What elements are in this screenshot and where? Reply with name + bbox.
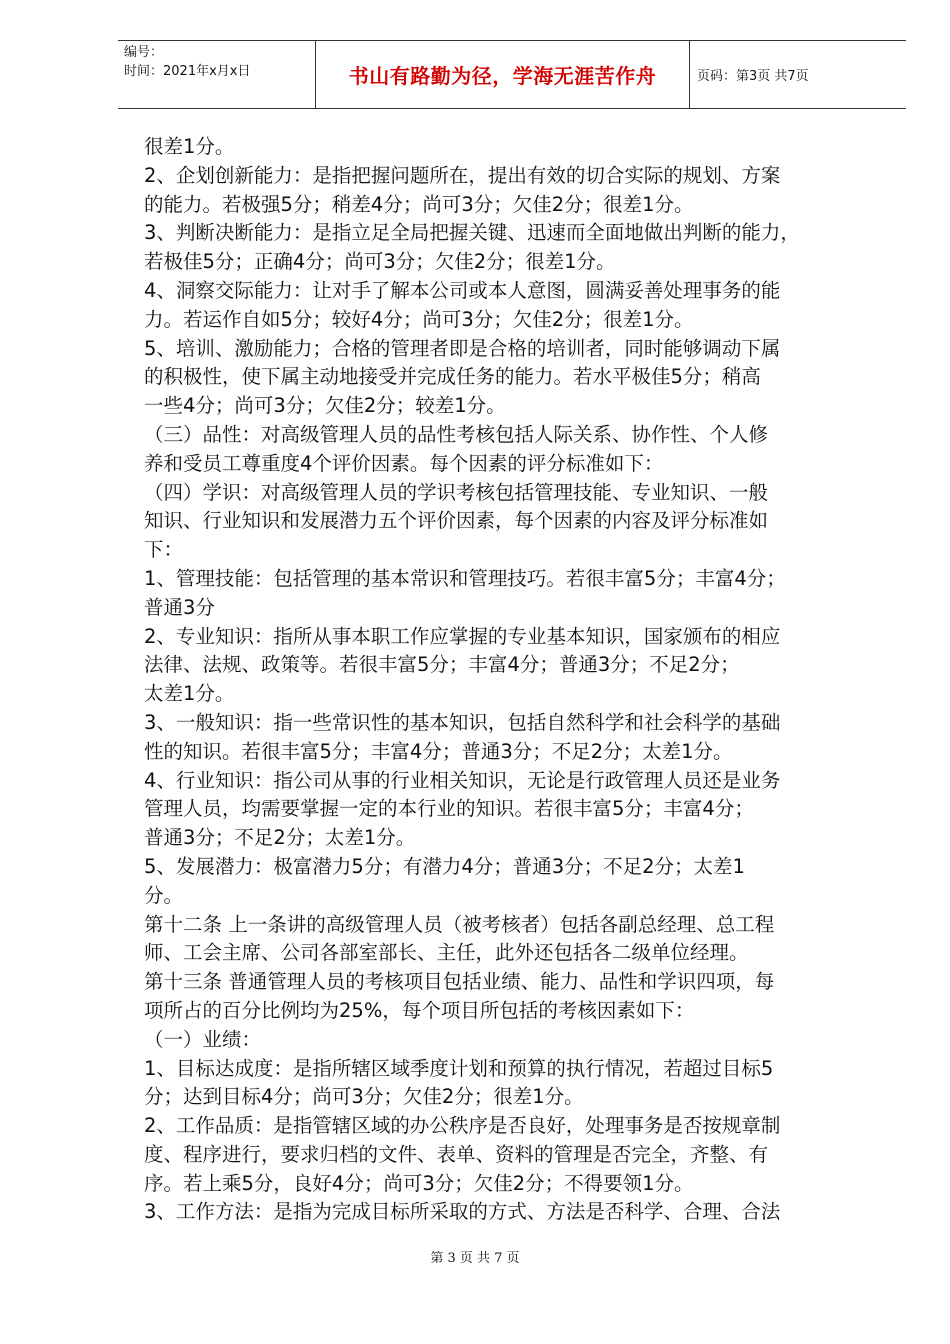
page-footer: 第 3 页 共 7 页 (430, 1251, 520, 1266)
document-number-label: 编号： (124, 45, 164, 60)
text-line: 4、行业知识：指公司从事的行业相关知识，无论是行政管理人员还是业务 (144, 768, 781, 792)
text-line: 普通3分 (144, 595, 215, 619)
text-line: 知识、行业知识和发展潜力五个评价因素，每个因素的内容及评分标准如 (144, 509, 769, 533)
text-line: 2、专业知识：指所从事本职工作应掌握的专业基本知识，国家颁布的相应 (144, 624, 781, 648)
text-line: 3、判断决断能力：是指立足全局把握关键、迅速而全面地做出判断的能力， (144, 221, 800, 245)
text-line: 下： (144, 538, 184, 562)
text-line: 3、工作方法：是指为完成目标所采取的方式、方法是否科学、合理、合法 (144, 1200, 781, 1224)
text-line: 2、工作品质：是指管辖区域的办公秩序是否良好，处理事务是否按规章制 (144, 1114, 781, 1138)
document-time-label: 时间：2021年x月x日 (124, 64, 251, 79)
text-line: 4、洞察交际能力：让对手了解本公司或本人意图，圆满妥善处理事务的能 (144, 278, 781, 302)
text-line: 3、一般知识：指一些常识性的基本知识，包括自然科学和社会科学的基础 (144, 710, 781, 734)
text-line: （一）业绩： (144, 1027, 262, 1051)
text-line: 师、工会主席、公司各部室部长、主任，此外还包括各二级单位经理。 (144, 941, 749, 965)
text-line: （三）品性：对高级管理人员的品性考核包括人际关系、协作性、个人修 (144, 422, 769, 446)
header-page-info: 页码：第3页 共7页 (697, 69, 809, 84)
text-line: 若极佳5分；正确4分；尚可3分；欠佳2分；很差1分。 (144, 250, 616, 274)
header-meta (118, 41, 316, 108)
text-line: 的积极性，使下属主动地接受并完成任务的能力。若水平极佳5分；稍高 (144, 365, 761, 389)
document-body (144, 133, 884, 1227)
page-header (118, 40, 906, 109)
text-line: 普通3分；不足2分；太差1分。 (144, 826, 416, 850)
text-line: 性的知识。若很丰富5分；丰富4分；普通3分；不足2分；太差1分。 (144, 739, 733, 763)
text-line: 分；达到目标4分；尚可3分；欠佳2分；很差1分。 (144, 1085, 584, 1109)
text-line: 度、程序进行，要求归档的文件、表单、资料的管理是否完全，齐整、有 (144, 1142, 769, 1166)
text-line: 管理人员，均需要掌握一定的本行业的知识。若很丰富5分；丰富4分； (144, 797, 754, 821)
text-line: （四）学识：对高级管理人员的学识考核包括管理技能、专业知识、一般 (144, 480, 769, 504)
text-line: 很差1分。 (144, 135, 235, 158)
text-line: 养和受员工尊重度4个评价因素。每个因素的评分标准如下： (144, 451, 664, 475)
text-line: 1、管理技能：包括管理的基本常识和管理技巧。若很丰富5分；丰富4分； (144, 566, 786, 590)
text-line: 1、目标达成度：是指所辖区域季度计划和预算的执行情况，若超过目标5 (144, 1056, 774, 1080)
text-line: 5、发展潜力：极富潜力5分；有潜力4分；普通3分；不足2分；太差1 (144, 854, 745, 878)
text-line: 的能力。若极强5分；稍差4分；尚可3分；欠佳2分；很差1分。 (144, 192, 694, 216)
header-page-info-cell (690, 41, 906, 108)
text-line: 分。 (144, 883, 184, 907)
text-line: 序。若上乘5分，良好4分；尚可3分；欠佳2分；不得要领1分。 (144, 1171, 694, 1195)
header-motto-cell (316, 41, 690, 108)
text-line: 项所占的百分比例均为25%，每个项目所包括的考核因素如下： (144, 998, 695, 1022)
text-line: 一些4分；尚可3分；欠佳2分；较差1分。 (144, 394, 506, 418)
text-line: 力。若运作自如5分；较好4分；尚可3分；欠佳2分；很差1分。 (144, 307, 694, 331)
text-line: 太差1分。 (144, 682, 235, 706)
text-line: 法律、法规、政策等。若很丰富5分；丰富4分；普通3分；不足2分； (144, 653, 740, 677)
text-line: 5、培训、激励能力；合格的管理者即是合格的培训者，同时能够调动下属 (144, 336, 781, 360)
text-line: 2、企划创新能力：是指把握问题所在，提出有效的切合实际的规划、方案 (144, 163, 781, 187)
text-line: 第十三条 普通管理人员的考核项目包括业绩、能力、品性和学识四项，每 (144, 970, 775, 994)
text-line: 第十二条 上一条讲的高级管理人员（被考核者）包括各副总经理、总工程 (144, 912, 775, 936)
header-motto: 书山有路勤为径，学海无涯苦作舟 (348, 64, 657, 88)
